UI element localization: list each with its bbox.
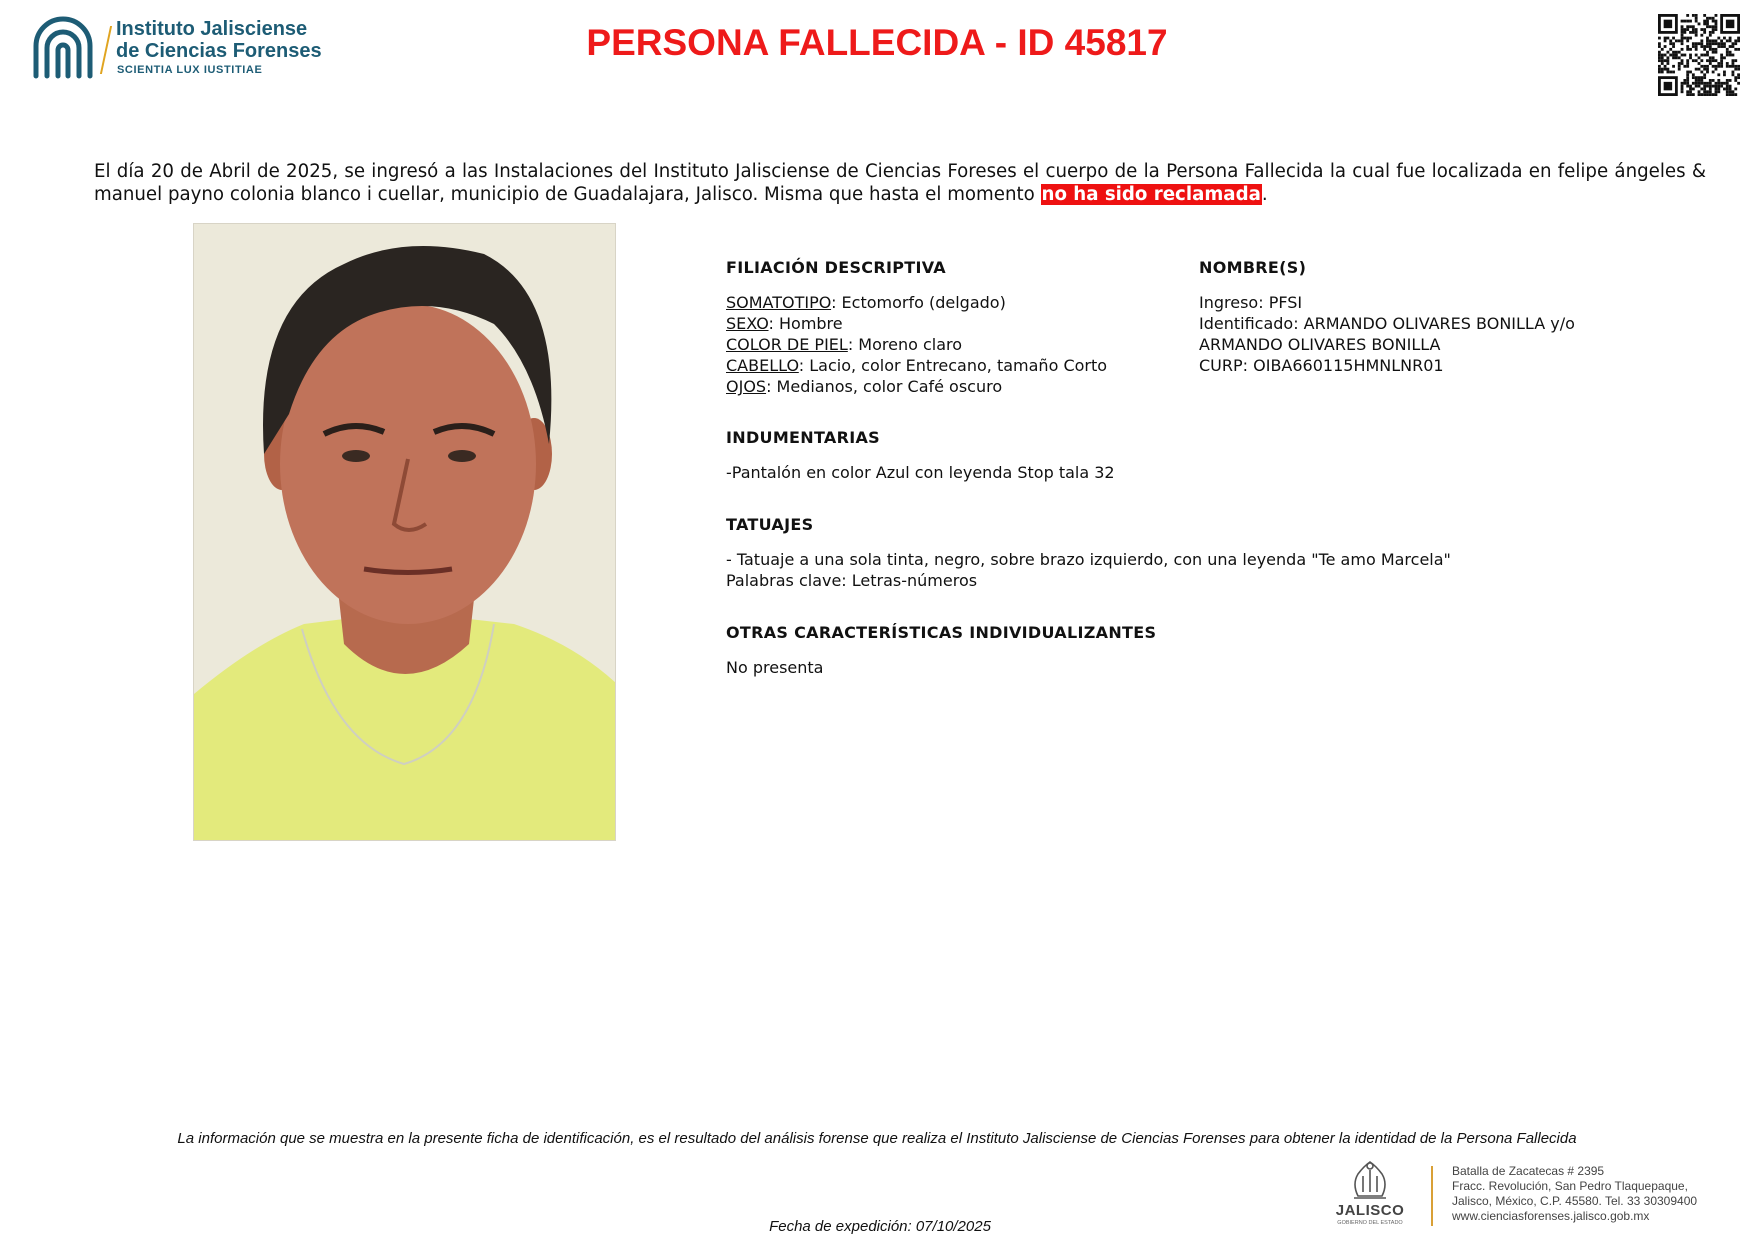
tatuaje-item: - Tatuaje a una sola tinta, negro, sobre brazo izquierdo, con una leyenda "Te amo Marcela": [726, 550, 1451, 569]
indumentarias-title: INDUMENTARIAS: [726, 428, 880, 447]
ojos-value: : Medianos, color Café oscuro: [766, 377, 1003, 396]
jalisco-logo: [1330, 1158, 1410, 1230]
logo-divider: [100, 26, 112, 74]
color-piel-value: : Moreno claro: [847, 335, 963, 354]
somatotipo-value: : Ectomorfo (delgado): [831, 293, 1006, 312]
filiacion-list: [726, 292, 1186, 397]
tatuajes-title: TATUAJES: [726, 515, 814, 534]
filiacion-title: FILIACIÓN DESCRIPTIVA: [726, 258, 946, 277]
qr-code[interactable]: [1658, 14, 1740, 96]
intro-paragraph: [94, 160, 1706, 206]
jalisco-sub: GOBIERNO DEL ESTADO: [1337, 1220, 1403, 1226]
jalisco-word: JALISCO: [1335, 1202, 1405, 1219]
sexo-value: : Hombre: [768, 314, 843, 333]
cabello-label: CABELLO: [726, 356, 799, 375]
list-item: [726, 334, 1186, 355]
page-title: PERSONA FALLECIDA - ID 45817: [586, 22, 1168, 63]
nombres-title: NOMBRE(S): [1199, 258, 1307, 277]
nombres-section: [1199, 258, 1719, 376]
ojos-label: OJOS: [726, 377, 767, 396]
tatuajes-list: [726, 549, 1666, 591]
qr-code-icon: [1658, 14, 1740, 96]
jalisco-seal-icon: [1330, 1158, 1410, 1202]
fingerprint-logo-icon: [28, 10, 98, 86]
curp-line: CURP: OIBA660115HMNLNR01: [1199, 356, 1444, 375]
otras-title: OTRAS CARACTERÍSTICAS INDIVIDUALIZANTES: [726, 623, 1157, 642]
deceased-photo: [193, 223, 616, 841]
alias-line: ARMANDO OLIVARES BONILLA: [1199, 335, 1441, 354]
otras-section: [726, 623, 1666, 678]
color-piel-label: COLOR DE PIEL: [726, 335, 848, 354]
list-item: [726, 292, 1186, 313]
address-line: Jalisco, México, C.P. 45580. Tel. 33 30309400: [1452, 1194, 1698, 1208]
palabras-clave: Palabras clave: Letras-números: [726, 571, 978, 590]
disclaimer: La información que se muestra en la presente ficha de identificación, es el resultado del análisis forense que realiza el Instituto Jalisciense de Ciencias Forenses para obtener la identidad de la Persona Fallecida: [177, 1130, 1577, 1147]
otras-item: No presenta: [726, 658, 824, 677]
unclaimed-highlight: no ha sido reclamada: [1041, 184, 1261, 205]
indumentarias-section: [726, 428, 1666, 483]
portrait-image: [194, 224, 616, 841]
ingreso-line: Ingreso: PFSI: [1199, 293, 1303, 312]
website-link[interactable]: www.cienciasforenses.jalisco.gob.mx: [1452, 1209, 1650, 1223]
org-name-line2: de Ciencias Forenses: [116, 40, 322, 62]
address-line: Batalla de Zacatecas # 2395: [1452, 1164, 1605, 1178]
tatuajes-section: [726, 515, 1666, 591]
nombres-list: [1199, 292, 1719, 376]
footer-divider: [1431, 1166, 1433, 1226]
list-item: [726, 355, 1186, 376]
list-item: [726, 313, 1186, 334]
sexo-label: SEXO: [726, 314, 769, 333]
org-name-line1: Instituto Jalisciense: [116, 18, 308, 40]
list-item: [726, 376, 1186, 397]
address-line: Fracc. Revolución, San Pedro Tlaquepaque,: [1452, 1179, 1688, 1193]
indumentaria-item: -Pantalón en color Azul con leyenda Stop tala 32: [726, 463, 1115, 482]
intro-end: .: [1261, 184, 1268, 205]
cabello-value: : Lacio, color Entrecano, tamaño Corto: [798, 356, 1108, 375]
org-motto: SCIENTIA LUX IUSTITIAE: [117, 64, 263, 76]
identificado-line: Identificado: ARMANDO OLIVARES BONILLA y/o: [1199, 314, 1575, 333]
somatotipo-label: SOMATOTIPO: [726, 293, 832, 312]
intro-text: El día 20 de Abril de 2025, se ingresó a las Instalaciones del Instituto Jalisciense de Ciencias Foreses el cuerpo de la Persona Fallecida la cual fue localizada en felipe ángeles & manuel payno colonia blanco i cuellar, municipio de Guadalajara, Jalisco. Misma que hasta el momento: [94, 161, 1706, 205]
filiacion-section: [726, 258, 1186, 397]
address-block: [1452, 1164, 1742, 1224]
issue-date: Fecha de expedición: 07/10/2025: [769, 1218, 991, 1235]
